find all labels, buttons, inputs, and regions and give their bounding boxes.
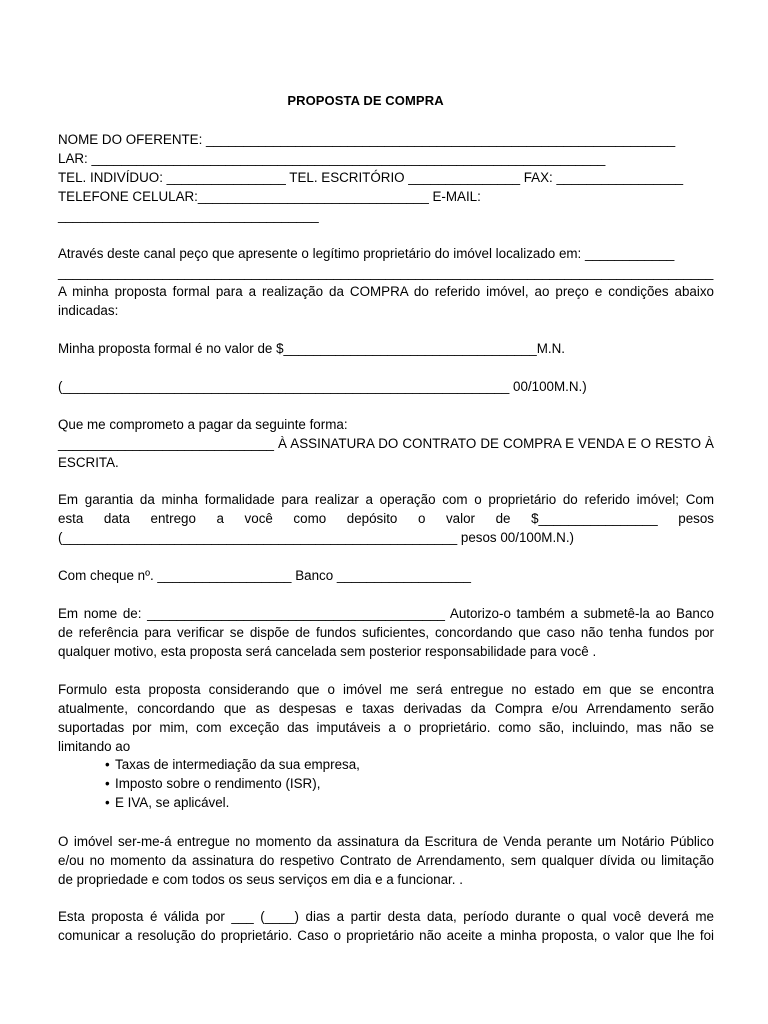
document-page: [58, 0, 714, 1024]
bullet-icon: •: [105, 795, 110, 810]
paragraph-conditions-line-3: suportadas por mim, com exceção das imputáveis a o proprietário. como são, incluindo, mas não se: [58, 720, 714, 735]
paragraph-request-line-1: Através deste canal peço que apresente o legítimo proprietário do imóvel localizado em: ____________: [58, 246, 675, 261]
bullet-icon: •: [105, 776, 110, 791]
paragraph-conditions-line-4: limitando ao: [58, 739, 131, 754]
list-item-label: Taxas de intermediação da sua empresa,: [115, 757, 360, 772]
field-offerer-name: NOME DO OFERENTE: _______________________________________________________________: [58, 132, 676, 147]
paragraph-amount-words: (____________________________________________________________ 00/100M.N.): [58, 379, 587, 394]
paragraph-delivery-line-1: O imóvel ser-me-á entregue no momento da assinatura da Escritura de Venda perante um Notário Público: [58, 834, 714, 849]
field-cell-email: TELEFONE CELULAR:_______________________________ E-MAIL:: [58, 189, 481, 204]
paragraph-guarantee-line-1: Em garantia da minha formalidade para realizar a operação com o proprietário do referido imóvel; Com: [58, 492, 714, 507]
bullet-icon: •: [105, 757, 110, 772]
paragraph-payment-line-3: ESCRITA.: [58, 455, 119, 470]
paragraph-validity-line-1: Esta proposta é válida por ___ (____) dias a partir desta data, período durante o qual você deverá me: [58, 909, 714, 924]
paragraph-payment-line-2: _____________________________ À ASSINATURA DO CONTRATO DE COMPRA E VENDA E O RESTO À: [58, 436, 714, 451]
field-email-line: ___________________________________: [58, 208, 319, 223]
paragraph-name-line-1: Em nome de: ________________________________________ Autorizo-o também a submetê-la ao Banco: [58, 606, 714, 621]
paragraph-name-line-3: qualquer motivo, esta proposta será cancelada sem posterior responsabilidade para você .: [58, 644, 597, 659]
paragraph-name-line-2: de referência para verificar se dispõe de fundos suficientes, concordando que caso não tenha fundos por: [58, 625, 714, 640]
paragraph-amount: Minha proposta formal é no valor de $__________________________________M.N.: [58, 341, 566, 356]
paragraph-guarantee-line-3: (_____________________________________________________ pesos 00/100M.N.): [58, 530, 575, 545]
paragraph-request-line-2: ________________________________________________________________________________________: [58, 265, 714, 280]
paragraph-cheque: Com cheque nº. __________________ Banco __________________: [58, 568, 471, 583]
list-item: [105, 774, 320, 793]
paragraph-guarantee-line-2: esta data entrego a você como depósito o valor de $________________ pesos: [58, 511, 714, 526]
paragraph-conditions-line-2: atualmente, concordando que as despesas e taxas derivadas da Compra e/ou Arrendamento serão: [58, 701, 714, 716]
list-item-label: E IVA, se aplicável.: [115, 795, 230, 810]
document-title: PROPOSTA DE COMPRA: [287, 93, 444, 108]
field-phones: TEL. INDIVÍDUO: ________________ TEL. ESCRITÓRIO _______________ FAX: _________________: [58, 170, 684, 185]
paragraph-conditions-line-1: Formulo esta proposta considerando que o imóvel me será entregue no estado em que se encontra: [58, 682, 714, 697]
field-home: LAR: _____________________________________________________________________: [58, 151, 606, 166]
paragraph-formal-line-1: A minha proposta formal para a realização da COMPRA do referido imóvel, ao preço e condições abaixo: [58, 284, 714, 299]
list-item: [105, 755, 360, 774]
paragraph-delivery-line-3: de propriedade e com todos os seus serviços em dia e a funcionar. .: [58, 872, 463, 887]
paragraph-delivery-line-2: e/ou no momento da assinatura do respetivo Contrato de Arrendamento, sem qualquer dívida ou limitação: [58, 853, 714, 868]
paragraph-formal-line-2: indicadas:: [58, 303, 119, 318]
list-item-label: Imposto sobre o rendimento (ISR),: [115, 776, 321, 791]
paragraph-payment-line-1: Que me comprometo a pagar da seguinte forma:: [58, 417, 348, 432]
paragraph-validity-line-2: comunicar a resolução do proprietário. Caso o proprietário não aceite a minha proposta, o valor que lhe foi: [58, 928, 714, 943]
list-item: [105, 793, 229, 812]
